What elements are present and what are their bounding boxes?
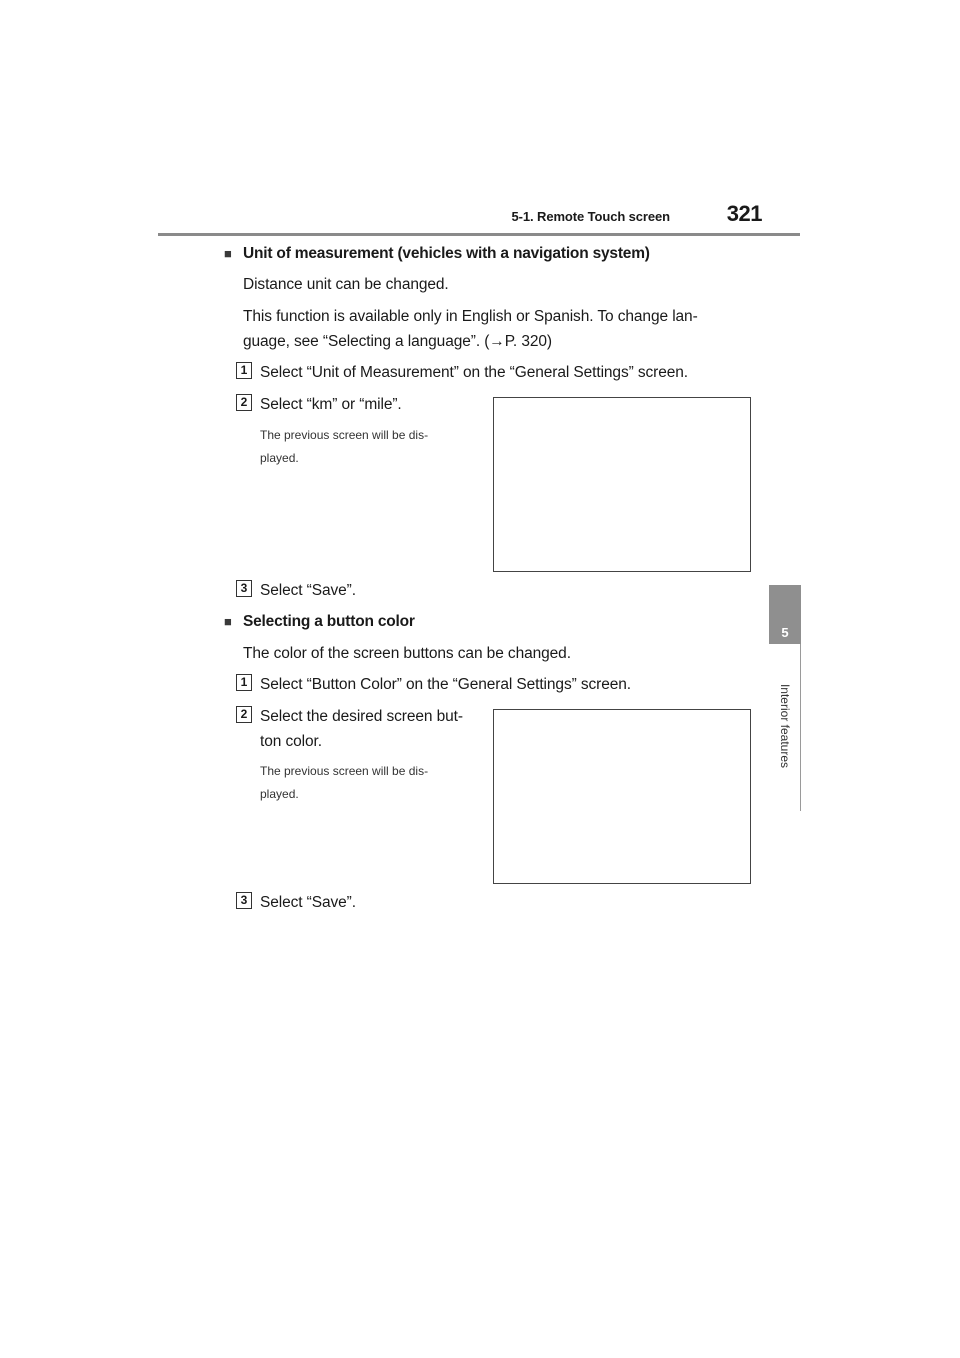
unit-step-2: Select “km” or “mile”.	[260, 396, 402, 413]
unit-step-3: Select “Save”.	[260, 582, 356, 599]
color-step-2-note-line1: The previous screen will be dis-	[260, 764, 429, 778]
color-step-2-line1: Select the desired screen but-	[260, 708, 463, 725]
step-3-badge: 3	[236, 892, 252, 909]
color-step-2-note-line2: played.	[260, 787, 299, 801]
unit-intro: Distance unit can be changed.	[243, 276, 449, 293]
chapter-label: Interior features	[778, 683, 792, 769]
color-heading: Selecting a button color	[243, 613, 415, 630]
unit-step-2-note-line1: The previous screen will be dis-	[260, 428, 429, 442]
bullet-square-icon: ■	[224, 614, 232, 629]
unit-step-2-note-line2: played.	[260, 451, 299, 465]
color-screen-image	[493, 709, 751, 884]
header-divider	[158, 233, 800, 236]
color-step-1: Select “Button Color” on the “General Settings” screen.	[260, 676, 631, 693]
unit-language-note-line1: This function is available only in English or Spanish. To change lan-	[243, 308, 698, 325]
color-intro: The color of the screen buttons can be changed.	[243, 645, 571, 662]
color-step-3: Select “Save”.	[260, 894, 356, 911]
unit-screen-image	[493, 397, 751, 572]
unit-step-1: Select “Unit of Measurement” on the “General Settings” screen.	[260, 364, 688, 381]
page-number: 321	[726, 201, 762, 226]
chapter-number: 5	[781, 625, 789, 640]
unit-language-note-line2: guage, see “Selecting a language”. (→P. 320)	[243, 333, 552, 350]
step-2-badge: 2	[236, 706, 252, 723]
color-step-2-line2: ton color.	[260, 733, 322, 750]
step-2-badge: 2	[236, 394, 252, 411]
step-1-badge: 1	[236, 674, 252, 691]
unit-heading: Unit of measurement (vehicles with a navigation system)	[243, 245, 650, 262]
chapter-divider	[800, 644, 801, 811]
step-3-badge: 3	[236, 580, 252, 597]
step-1-badge: 1	[236, 362, 252, 379]
section-title: 5-1. Remote Touch screen	[511, 209, 670, 224]
bullet-square-icon: ■	[224, 246, 232, 261]
